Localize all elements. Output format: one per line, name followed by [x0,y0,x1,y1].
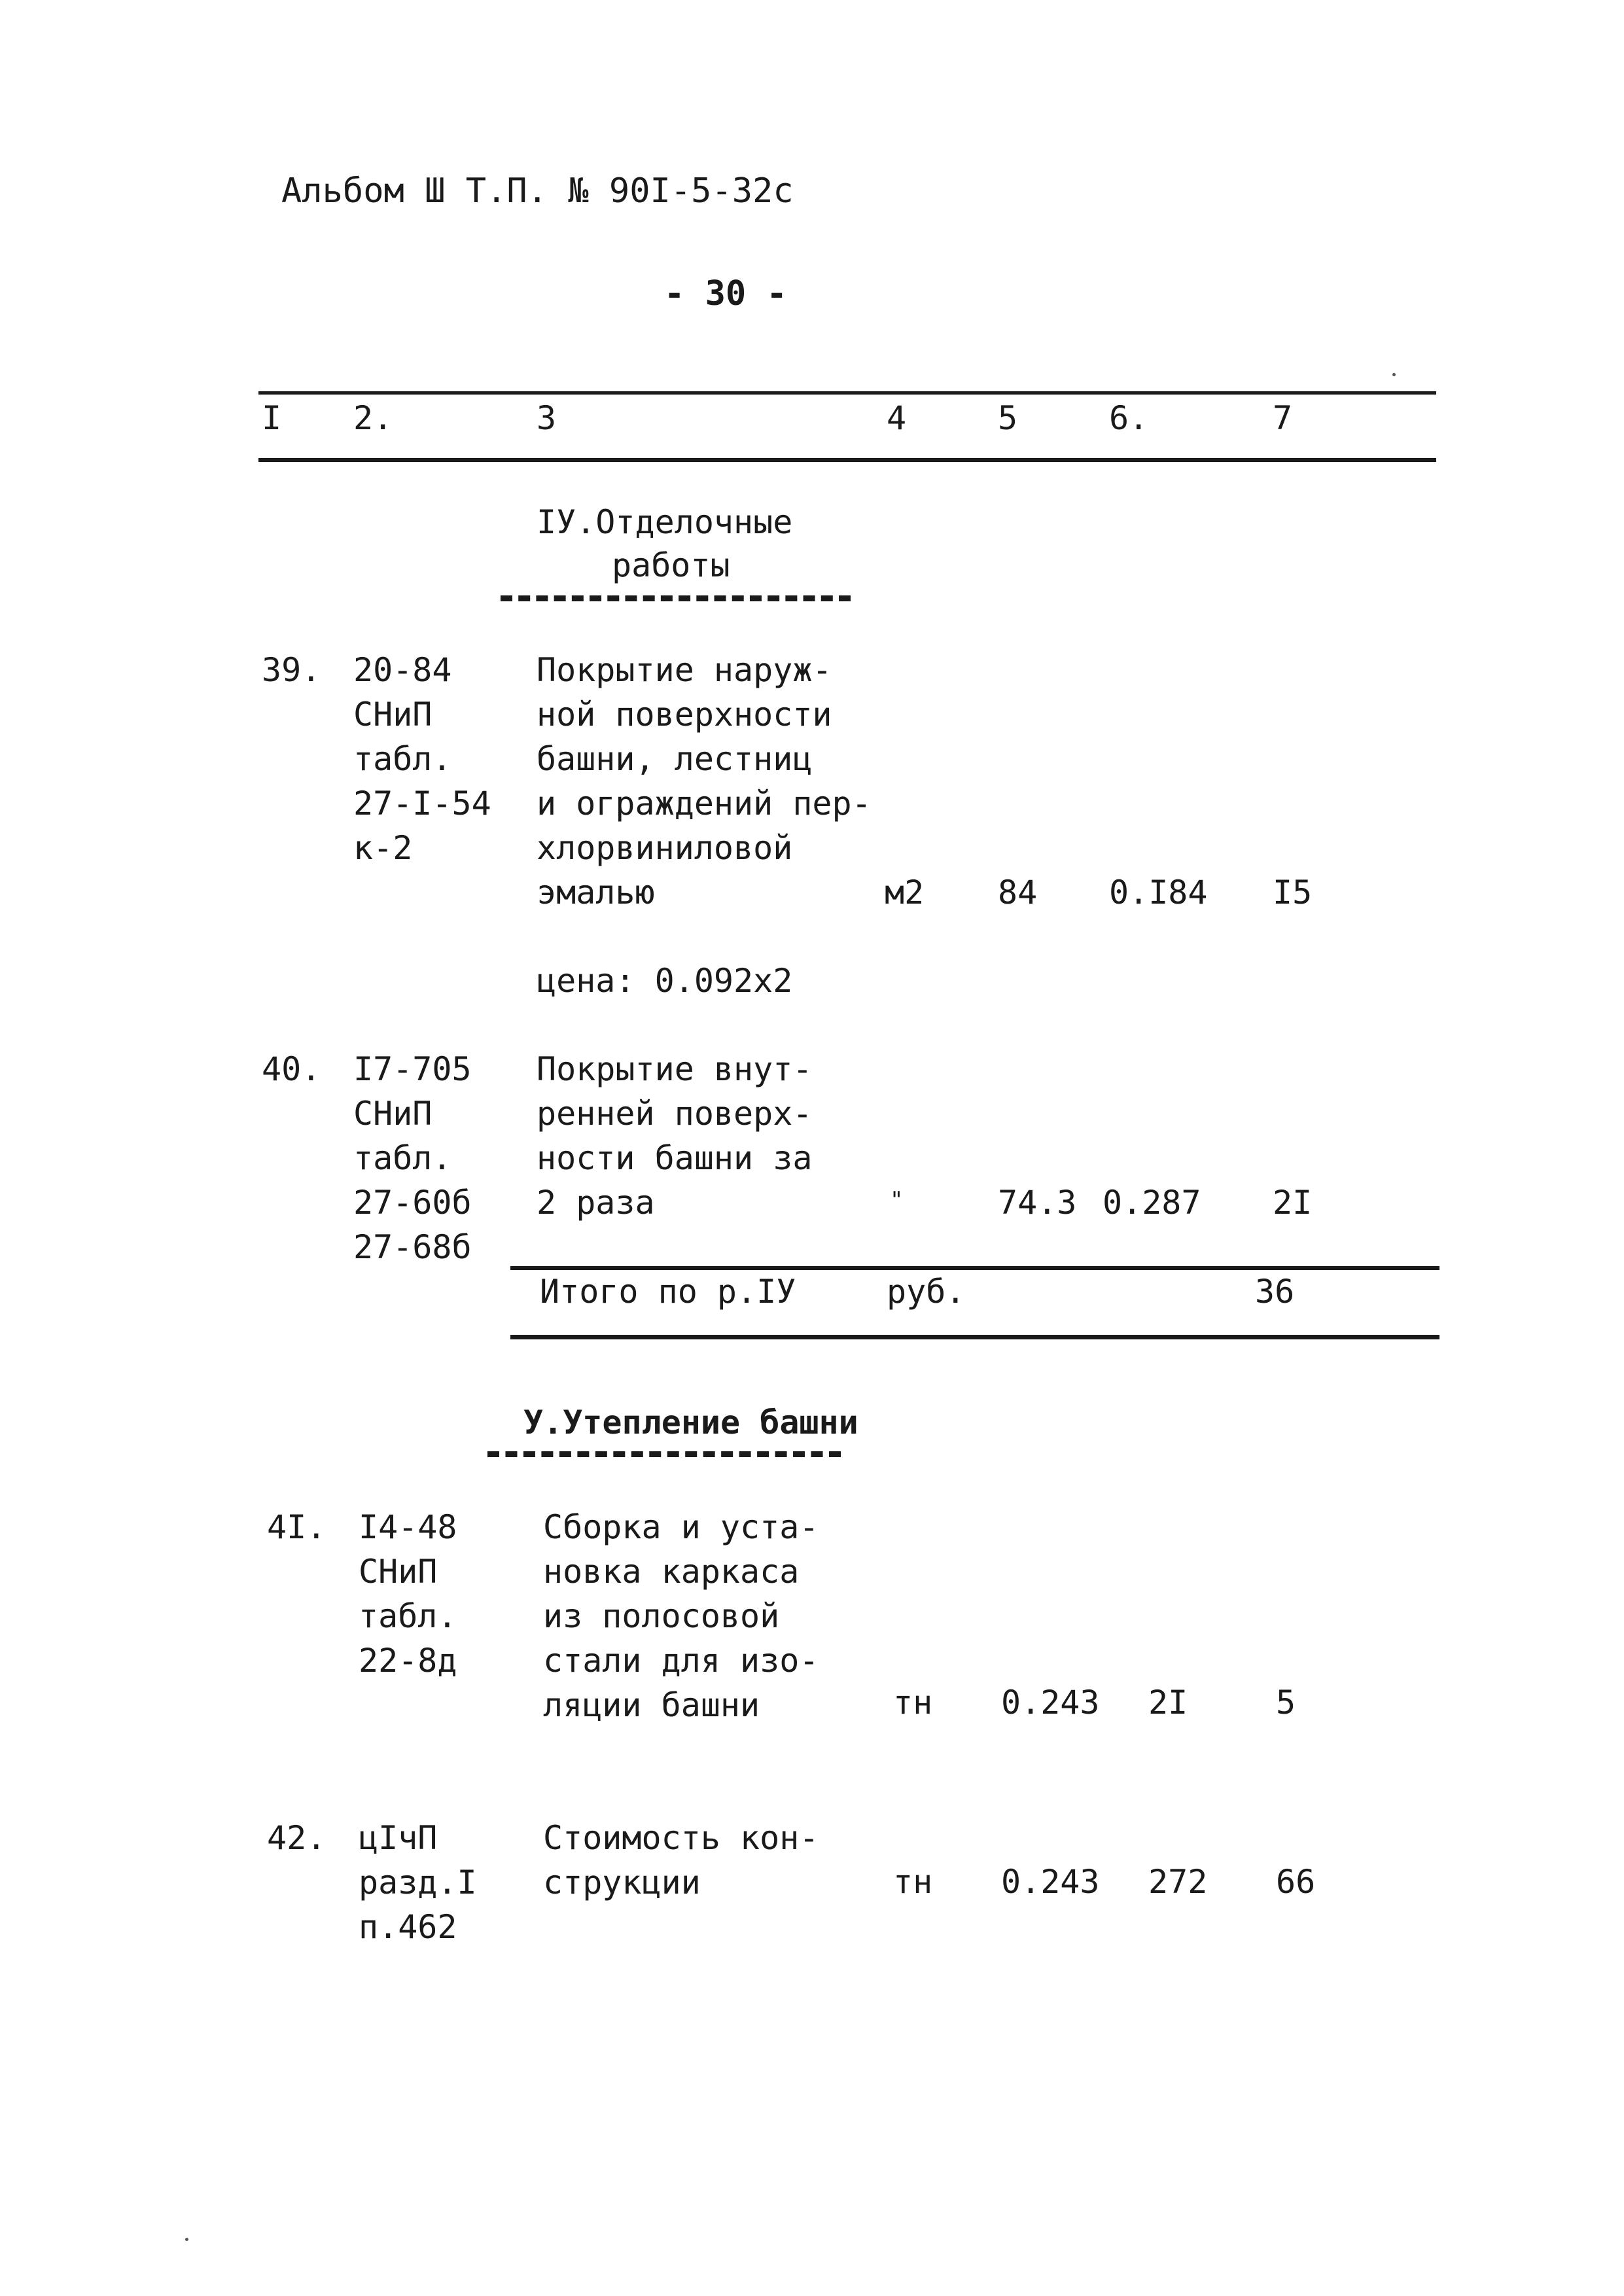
row-unit: " [890,1187,904,1213]
row-price: 0.287 [1103,1184,1201,1222]
row-number: 4I. [267,1508,327,1546]
row-number: 40. [262,1050,321,1088]
row-description: Стоимость кон- струкции [543,1819,819,1901]
row-price: 0.I84 [1109,874,1208,911]
row-reference: I4-48 СНиП табл. 22-8д [359,1508,457,1680]
col-header-4: 4 [887,399,907,437]
row-total: I5 [1273,874,1313,911]
section-4-title-line2: работы [612,546,730,584]
col-header-7: 7 [1273,399,1293,437]
table-top-rule [258,391,1436,395]
subtotal-bottom-rule [510,1335,1439,1339]
section-5-underline [487,1451,841,1457]
row-quantity: 0.243 [1001,1863,1100,1901]
row-quantity: 0.243 [1001,1684,1100,1722]
row-description: Покрытие наруж- ной поверхности башни, лестниц и ограждений пер- хлорвиниловой эмалью [537,651,872,911]
col-header-3: 3 [537,399,557,437]
album-reference: Альбом Ш Т.П. № 90I-5-32с [281,171,794,211]
header-bottom-rule [258,458,1436,462]
row-price: 2I [1148,1684,1188,1722]
row-price: 272 [1148,1863,1208,1901]
row-total: 2I [1273,1184,1313,1222]
col-header-1: I [262,399,282,437]
col-header-5: 5 [998,399,1018,437]
row-number: 42. [267,1819,327,1857]
row-unit: тн [893,1863,933,1901]
row-total: 5 [1276,1684,1296,1722]
row-reference: цIчП разд.I п.462 [359,1819,477,1946]
row-unit: м2 [885,874,925,911]
row-reference: I7-705 СНиП табл. 27-60б 27-68б [353,1050,472,1266]
section-5-title: У.Утепление башни [523,1404,858,1441]
scan-speck [1392,373,1396,376]
scan-speck [185,2238,188,2241]
row-unit: тн [893,1684,933,1722]
col-header-2: 2. [353,399,393,437]
subtotal-label: Итого по р.IУ [540,1273,796,1311]
row-price-note: цена: 0.092х2 [537,962,793,1000]
row-description: Покрытие внут- ренней поверх- ности башни за 2 раза [537,1050,813,1222]
page-number: - 30 - [664,274,787,313]
row-quantity: 74.3 [998,1184,1077,1222]
col-header-6: 6. [1109,399,1149,437]
subtotal-total: 36 [1255,1273,1295,1311]
row-description: Сборка и уста- новка каркаса из полосовой стали для изо- ляции башни [543,1508,819,1724]
section-4-underline [501,595,851,601]
subtotal-unit: руб. [887,1273,966,1311]
row-reference: 20-84 СНиП табл. 27-I-54 к-2 [353,651,491,867]
section-4-title-line1: IУ.Отделочные [537,503,793,541]
row-total: 66 [1276,1863,1316,1901]
row-quantity: 84 [998,874,1038,911]
row-number: 39. [262,651,321,689]
